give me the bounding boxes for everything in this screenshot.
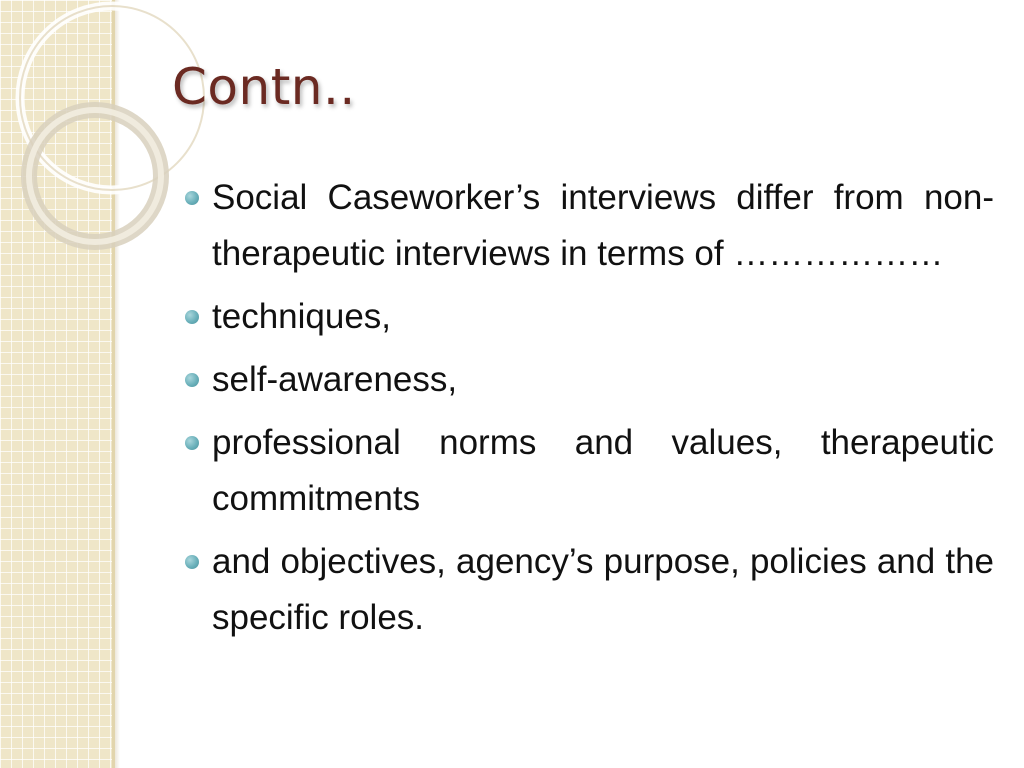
decorative-ring-lower-highlight [29, 110, 161, 242]
bullet-item [182, 352, 994, 408]
bullet-item [182, 289, 994, 345]
bullet-item [182, 170, 994, 282]
bullet-dot-icon [185, 191, 199, 205]
bullet-dot-icon [185, 310, 199, 324]
bullet-text: self-awareness, [212, 360, 458, 399]
bullet-item [182, 415, 994, 527]
bullet-dot-icon [185, 373, 199, 387]
slide-title: Contn.. [172, 58, 356, 116]
bullet-dot-icon [185, 555, 199, 569]
bullet-item [182, 534, 994, 646]
bullet-text: and objectives, agency’s purpose, policies and the specific roles. [212, 542, 994, 637]
bullet-text: techniques, [212, 297, 392, 336]
decorative-rings [0, 0, 200, 280]
bullet-text: Social Caseworker’s interviews differ from non-therapeutic interviews in terms of ……………… [212, 178, 994, 273]
bullet-text: professional norms and values, therapeutic commitments [212, 423, 994, 518]
bullet-list [182, 170, 994, 653]
bullet-dot-icon [185, 436, 199, 450]
